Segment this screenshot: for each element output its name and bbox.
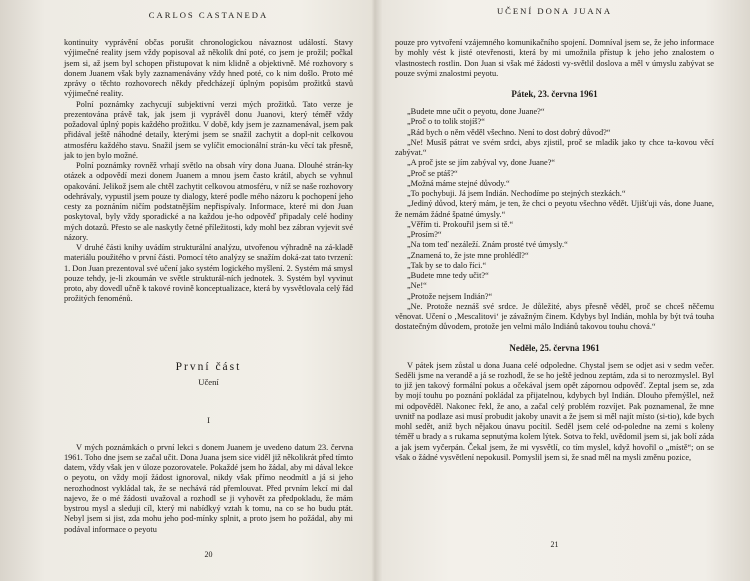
dialogue-line: „Ne. Protože neznáš své srdce. Je důležité, abys přesně věděl, proč se chceš něčemu věnovat. Učení o ‚Mescalitovi‘ je závažným činem. Kdybys byl Indián, mohla by být tvá touha dostatečným důvodem, protože jen velmi málo Indiánů takovou touhu chová.“ bbox=[395, 301, 714, 332]
paragraph: pouze pro vytvoření vzájemného komunikačního spojení. Domníval jsem se, že jeho informace by mohly vést k jisté otevřenosti, která by mi umožnila přístup k jeho jeho znalostem o vlastnostech rostlin. Don Juan si však mé žádosti vy-světlil doslova a měl v úmyslu zabývat se pouze svými znalostmi peyotu. bbox=[395, 38, 714, 78]
dialogue-line: „Proč o to tolik stojíš?“ bbox=[407, 117, 485, 127]
dialogue-line: „Protože nejsem Indián?“ bbox=[407, 291, 493, 301]
paragraph: Polní poznámky rovněž vrhají světlo na obsah víry dona Juana. Dlouhé strán-ky otázek a odpovědí mezi donem Juanem a mnou jsem často krátil, abych se vyhnul opakování. Jelikož jsem ale chtěl zachytit celkovou atmosféru, v níž se naše rozhovory odehrávaly, vypustil jsem pouze ty dialogy, které podle mého názoru k pochopení jeho cesty za poznáním ničím podstatnějším nepřispívaly. Informace, které mi don Juan poskytoval, byly vždy sporadické a na každou je-ho odpověď připadaly celé hodiny mých dotazů. Přesto se ale naskytly četné příležitosti, kdy mohl bez zábran vyjevit své názory. bbox=[64, 161, 353, 242]
section-heading: Pátek, 23. června 1961 bbox=[511, 89, 598, 99]
dialogue-line: „Prosím?“ bbox=[407, 230, 442, 239]
section-heading: Neděle, 25. června 1961 bbox=[509, 342, 600, 353]
paragraph: Polní poznámky zachycují subjektivní verzi mých prožitků. Tato verze je prezentována právě tak, jak jsem ji vyprávěl donu Juanovi, který téměř vždy požadoval úplný popis každého prožitku. V době, kdy jsem je zaznamenával, jsem pak přidával ještě náhodné detaily, kterými jsem se snažil zachytit a dopl-nit celkovou atmosféru každého stavu. Snažil jsem se vylíčit emocionální strán-ku věcí tak přesně, jak to jen bylo možné. bbox=[64, 99, 353, 160]
dialogue-line: „Ne!“ bbox=[407, 281, 427, 291]
dialogue-line: „Budete mne tedy učit?“ bbox=[407, 271, 489, 280]
dialogue-line: „Věřím ti. Prokouřil jsem si tě.“ bbox=[407, 219, 514, 229]
dialogue-line: „A proč jste se jím zabýval vy, done Juane?“ bbox=[407, 158, 556, 168]
paragraph: V pátek jsem zůstal u dona Juana celé odpoledne. Chystal jsem se odjet asi v sedm večer. Seděli jsme na verandě a já se rozhodl, že se ho ještě jednou zeptám, zda si to nerozmyslel. Byl to již jen takový formální pokus a očekával jsem opět zápornou odpověď. Zeptal jsem se, zda by mojí touhu po poznání pokládal za přijatelnou, kdybych byl Indián. Dlouho přemýšlel, než mi odpověděl. Nakonec řekl, že ano, a začal celý problém rozvíjet. Pak poznamenal, že mne uvnitř na podlaze asi musí probudit jakoby unavit a že jsem si měl najít místo (si-tio), kde bych mohl sedět, aniž bych nějakou únavu pocítil. Seděl jsem celé od-poledne na zemi s koleny téměř u brady a s rukama sepnutýma kolem lýtek. Sotva to řekl, uvědomil jsem si, jak bolí záda a jak jsem vyčerpán. Čekal jsem, že mi vysvětlí, co tím myslel, když hovořil o „místě“; on se však o žádné vysvětlení nepokusil. Pomyslil jsem si, že snad měl na mysli změnu pozice, bbox=[395, 360, 714, 462]
dialogue-line: „To pochybuji. Já jsem Indián. Nechodíme po stejných stezkách.“ bbox=[407, 189, 626, 198]
running-head-left: CARLOS CASTANEDA bbox=[148, 10, 269, 20]
dialogue-line: „Rád bych o něm věděl všechno. Není to dost dobrý důvod?“ bbox=[407, 127, 611, 137]
paragraph: V druhé části knihy uvádím strukturální analýzu, utvořenou výhradně na zá-kladě materiálu použitého v první části. Pomocí této analýzy se snažím doká-zat tato tvrzení: 1. Don Juan prezentoval své učení jako systém logického myšlení. 2. Systém má smysl pouze tehdy, je-li zkoumán ve světle strukturál-ních jednotek. 3. Systém byl vyvinut proto, aby dovedl učně k takové rovině konceptualizace, která by vysvětlovala celý řád prožitých fenoménů. bbox=[64, 243, 353, 304]
chapter-paragraph: V mých poznámkách o první lekci s donem Juanem je uvedeno datum 23. června 1961. Toho dne jsem se začal učit. Dona Juana jsem sice viděl již několikrát před tímto datem, vždy však jen v úloze pozorovatele. Pokaždé jsem ho žádal, aby mi dával lekce o peyotu, on vždy mojí žádost ignoroval, nikdy však přímo neodmítl a já si jeho nerozhodnost vykládal tak, že se nechává rád přemlouvat. Před prvním lekcí mi dal najevo, že o mé žádosti uvažoval a rozhodl se ji vyhovět za předpokladu, že mám bystrou mysl a sleduji cíl, který mi nabídkyý vztah k tomu, na co se ho budu ptát. Nebyl jsem si jist, zda mohu jeho pod-mínky splnit, a proto jsem ho požádal, aby mi podával informace o peyotu bbox=[64, 442, 353, 534]
part-subtitle: Učení bbox=[198, 376, 219, 387]
running-head-right: UČENÍ DONA JUANA bbox=[496, 6, 613, 16]
dialogue-line: „Budete mne učit o peyotu, done Juane?“ bbox=[407, 107, 545, 116]
paragraph: kontinuity vyprávění občas porušit chronologickou návaznost událostí. Stavy výjimečné reality jsem vždy popisoval až několik dní poté, co jsem je prožil; počkal jsem si, až jsem byl schopen přistupovat k nim klidně a objektivně. Mé rozhovory s donem Juanem však byly zaznamenávány vždy hned poté, co k nim došlo. Proto mé zprávy o těchto rozhovorech někdy předcházejí úplným popisům prožitků stavů výjimečné reality. bbox=[64, 38, 353, 99]
page-number-left: 20 bbox=[204, 550, 213, 559]
dialogue-line: „Proč se ptáš?“ bbox=[407, 168, 458, 178]
dialogue-line: „Znamená to, že jste mne prohlédl?“ bbox=[407, 250, 529, 260]
dialogue-line: „Na tom teď nezáleží. Znám prosté tvé úmysly.“ bbox=[407, 240, 568, 250]
part-title: První část bbox=[175, 360, 242, 373]
dialogue-line: „Tak by se to dalo říci.“ bbox=[407, 260, 487, 270]
page-number-right: 21 bbox=[550, 540, 559, 549]
chapter-number: I bbox=[207, 414, 210, 425]
dialogue-line: „Jediný důvod, který mám, je ten, že chci o peyotu všechno vědět. Ujišťuji vás, done Juane, že nemám žádné špatné úmysly.“ bbox=[395, 199, 714, 219]
right-page bbox=[375, 0, 750, 581]
dialogue-line: „Ne! Musíš pátrat ve svém srdci, abys zjistil, proč se mladík jako ty chce ta-kovou věcí zabývat.“ bbox=[395, 137, 714, 157]
dialogue-line: „Možná máme stejné důvody.“ bbox=[407, 178, 510, 188]
